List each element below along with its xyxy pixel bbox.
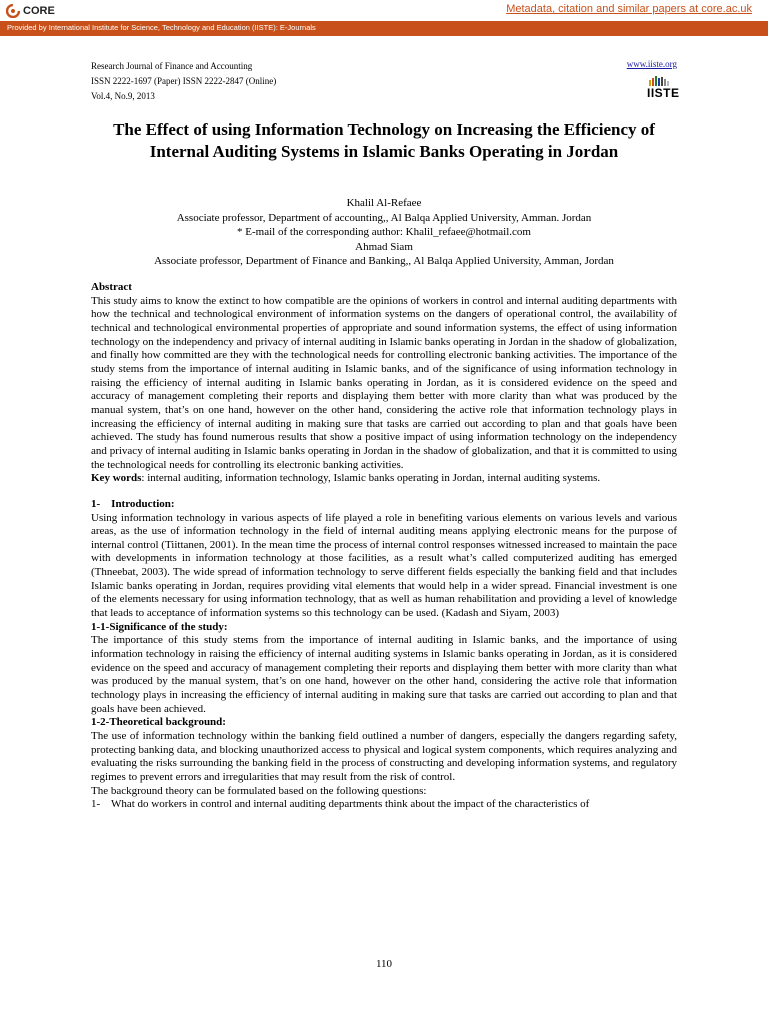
keywords-label: Key words	[91, 472, 142, 485]
intro-text: Using information technology in various aspects of life played a role in benefiting various elements on various levels and various areas, as the use of information technology in the field of internal auditing means applying electronic means for the purpose of internal control (Tiittanen, 2001). In the mean time the process of internal control responses witnessed increased to maintain the pace with developments in information technology at those facilities, as a result what’s called computerized auditing has emerged (Thneebat, 2003). The wide spread of information technology to serve different fields especially the banking field and that includes Islamic banks operating in Jordan, requires providing vital elements that would help in a wider spread. Financial investment is one of the elements necessary for using information technology, that as well as human rehabilitation and providing a level of knowledge that leads to acceptance of information systems so this technology can be used. (Kadash and Siyam, 2003)	[91, 511, 677, 620]
authors-block	[91, 196, 677, 269]
iiste-logo-text: IISTE	[647, 86, 680, 100]
author-2-name: Ahmad Siam	[355, 240, 413, 253]
core-logo[interactable]	[6, 3, 55, 18]
abstract-text: This study aims to know the extinct to how compatible are the opinions of workers in control and internal auditing departments with how the technical and technological environment of information systems on the dangers of operational control, the availability of technical and technological environmental properties of appropriate and sound information systems, the effect of using information technology on the independency and privacy of internal auditing in Islamic banks operating in Jordan in the shadow of globalization, and finally how committed are they with the technological needs for controlling electronic banking activities. The importance of the study stems from the importance of internal auditing in Islamic banks, and of the significance of using information technology in raising the efficiency of internal auditing in Islamic banks operating in Jordan, as it is considered evidence on the speed and accuracy of management completing their reports and displaying them better with more clarity than what was produced by the manual system, that’s on one hand, however on the other hand, considering the active role that information technology plays in increasing the efficiency of internal auditing in making sure that tasks are carried out according to plan and that goals have been achieved. The study has found numerous results that show a positive impact of using information technology on the independency and privacy of internal auditing in Islamic banks operating in Jordan in the shadow of globalization, and that it is committed to using the technological needs for controlling its electronic banking activities.	[91, 294, 677, 471]
paper-title: The Effect of using Information Technology on Increasing the Efficiency of Internal Auditing Systems in Islamic Banks Operating in Jordan	[113, 120, 655, 161]
author-1-affiliation: Associate professor, Department of accounting,, Al Balqa Applied University, Amman. Jordan	[176, 211, 592, 224]
iiste-logo	[643, 75, 679, 101]
paper-body	[91, 281, 677, 812]
question-1: 1- What do workers in control and internal auditing departments think about the impact of the characteristics of	[91, 798, 590, 811]
journal-volume: Vol.4, No.9, 2013	[91, 91, 155, 101]
questions-intro: The background theory can be formulated based on the following questions:	[91, 784, 427, 797]
journal-header	[91, 59, 276, 104]
keywords	[91, 472, 677, 486]
author-2-affiliation: Associate professor, Department of Finance and Banking,, Al Balqa Applied University, Amman, Jordan	[154, 255, 614, 268]
background-text: The use of information technology within the banking field outlined a number of dangers, especially the dangers regarding safety, protecting banking data, and blocking unauthorized access to physical and logical system components, which requires analyzing and evaluating the risks surrounding the banking field in the process of constructing and developing information systems, and regulatory regimes to prevent errors and irregularities that may result from the risk of control.	[91, 730, 677, 783]
iiste-url-link[interactable]: www.iiste.org	[626, 59, 677, 69]
background-heading: 1-2-Theoretical background:	[91, 716, 226, 729]
abstract-heading: Abstract	[91, 281, 132, 293]
page-number: 110	[375, 958, 393, 970]
significance-heading: 1-1-Significance of the study:	[91, 620, 228, 633]
core-banner	[0, 0, 768, 22]
provider-text[interactable]: Provided by International Institute for Science, Technology and Education (IISTE): E-Journals	[7, 23, 316, 32]
corresponding-email: * E-mail of the corresponding author: Khalil_refaee@hotmail.com	[237, 226, 531, 239]
significance-text: The importance of this study stems from the importance of internal auditing in Islamic banks, and the importance of using information technology in raising the efficiency of internal auditing systems in Islamic banks operating in Jordan, as it is considered evidence on the speed and accuracy of management completing their reports and displaying them better with more clarity than what was produced by the manual system, that’s on one hand, however on the other hand, considering the active role that information technology plays in increasing the efficiency of internal auditing in making sure that tasks are carried out according to plan and that goals have been achieved.	[91, 634, 677, 715]
core-logo-icon	[6, 4, 20, 18]
journal-issn: ISSN 2222-1697 (Paper) ISSN 2222-2847 (Online)	[91, 76, 277, 86]
core-logo-text: CORE	[23, 4, 55, 17]
provider-bar	[0, 21, 768, 36]
journal-name: Research Journal of Finance and Accounting	[91, 61, 253, 71]
author-1-name: Khalil Al-Refaee	[346, 197, 422, 209]
core-metadata-link[interactable]: Metadata, citation and similar papers at core.ac.uk	[506, 3, 752, 15]
keywords-text: : internal auditing, information technology, Islamic banks operating in Jordan, internal auditing systems.	[141, 472, 601, 485]
intro-heading: 1- Introduction:	[91, 497, 175, 510]
